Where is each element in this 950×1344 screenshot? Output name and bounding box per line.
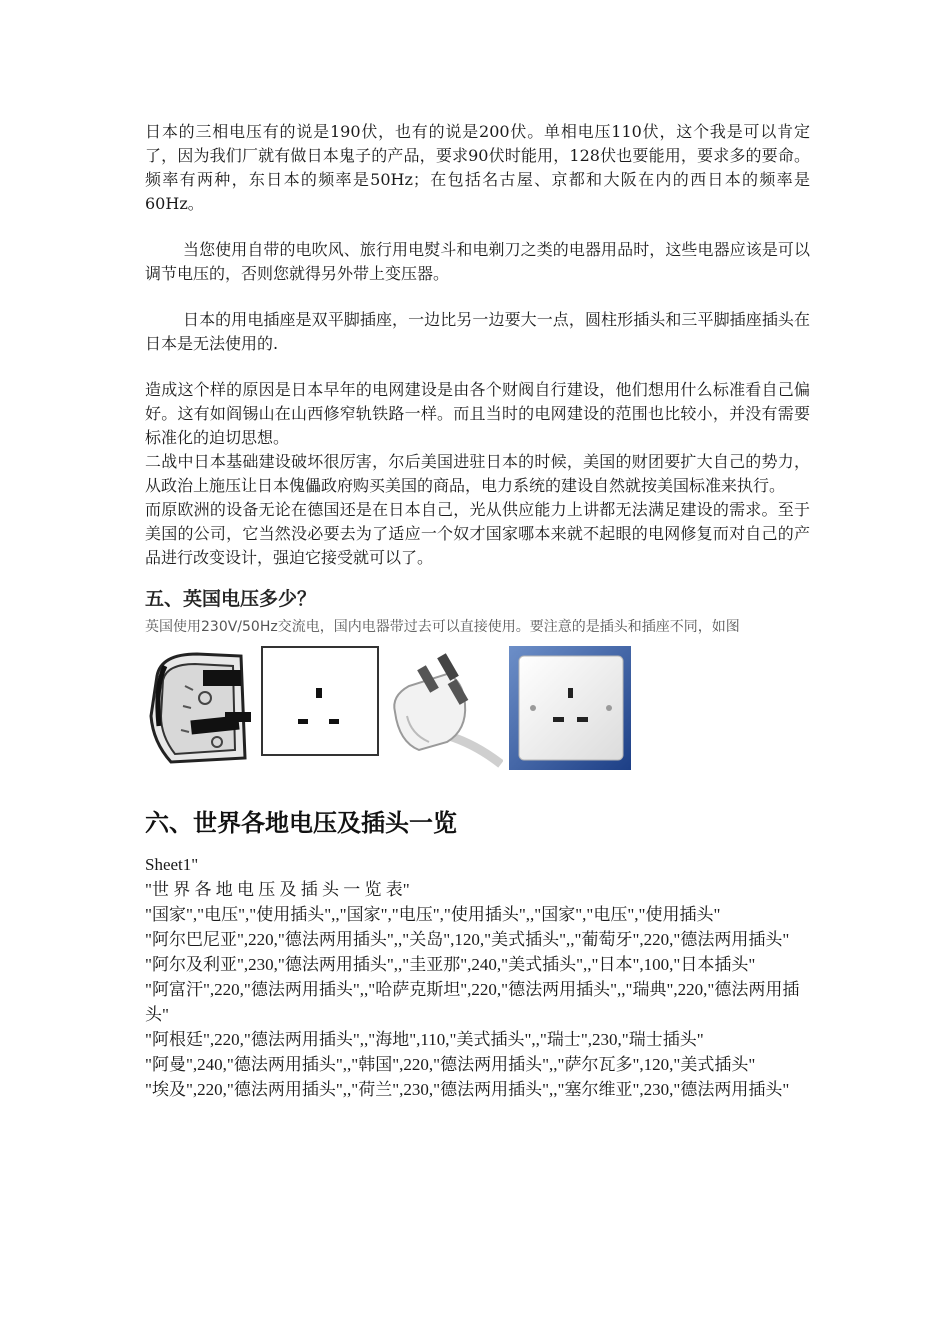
sheet-line: "国家","电压","使用插头",,"国家","电压","使用插头",,"国家","电压","使用插头" bbox=[145, 905, 721, 924]
paragraph-reason: 造成这个样的原因是日本早年的电网建设是由各个财阀自行建设，他们想用什么标准看自己偏好。这有如阎锡山在山西修窄轨铁路一样。而且当时的电网建设的范围也比较小，并没有需要标准化的迫切思想。 bbox=[145, 380, 810, 447]
section5-text: 英国使用230V/50Hz交流电，国内电器带过去可以直接使用。要注意的是插头和插座不同，如图 bbox=[145, 619, 740, 635]
uk-plug-sketch-image bbox=[145, 646, 255, 770]
paragraph-japan-voltage: 日本的三相电压有的说是190伏，也有的说是200伏。单相电压110伏，这个我是可以肯定了，因为我们厂就有做日本鬼子的产品，要求90伏时能用，128伏也要能用，要求多的要命。频率有两种，东日本的频率是50Hz；在包括名古屋、京都和大阪在内的西日本的频率是60Hz。 bbox=[145, 122, 810, 213]
sheet-line: "阿尔巴尼亚",220,"德法两用插头",,"关岛",120,"美式插头",,"葡萄牙",220,"德法两用插头" bbox=[145, 930, 790, 949]
sheet-line: "阿曼",240,"德法两用插头",,"韩国",220,"德法两用插头",,"萨尔瓦多",120,"美式插头" bbox=[145, 1055, 756, 1074]
sheet-line: "世 界 各 地 电 压 及 插 头 一 览 表" bbox=[145, 880, 410, 899]
sheet-line: "埃及",220,"德法两用插头",,"荷兰",230,"德法两用插头",,"塞尔维亚",230,"德法两用插头" bbox=[145, 1080, 790, 1099]
document-page bbox=[145, 120, 810, 1102]
uk-socket-diagram-image bbox=[261, 646, 379, 756]
section5-heading: 五、英国电压多少？ bbox=[145, 588, 317, 610]
sheet-line: Sheet1" bbox=[145, 855, 199, 874]
sheet-line: "阿富汗",220,"德法两用插头",,"哈萨克斯坦",220,"德法两用插头",,"瑞典",220,"德法两用插头" bbox=[145, 980, 800, 1024]
section6-heading: 六、世界各地电压及插头一览 bbox=[145, 808, 457, 837]
uk-plug-photo-image bbox=[385, 646, 503, 770]
sheet-line: "阿根廷",220,"德法两用插头",,"海地",110,"美式插头",,"瑞士",230,"瑞士插头" bbox=[145, 1030, 704, 1049]
paragraph-appliances: 当您使用自带的电吹风、旅行用电熨斗和电剃刀之类的电器用品时，这些电器应该是可以调节电压的，否则您就得另外带上变压器。 bbox=[145, 240, 810, 283]
paragraph-europe: 而原欧洲的设备无论在德国还是在日本自己，光从供应能力上讲都无法满足建设的需求。至于美国的公司，它当然没必要去为了适应一个奴才国家哪本来就不起眼的电网修复而对自己的产品进行改变设计，强迫它接受就可以了。 bbox=[145, 500, 810, 567]
paragraph-ww2: 二战中日本基础建设破坏很厉害，尔后美国进驻日本的时候，美国的财团要扩大自己的势力，从政治上施压让日本傀儡政府购买美国的商品，电力系统的建设自然就按美国标准来执行。 bbox=[145, 452, 810, 495]
plug-images-row bbox=[145, 646, 810, 772]
uk-wall-socket-photo-image bbox=[509, 646, 631, 770]
sheet-line: "阿尔及利亚",230,"德法两用插头",,"圭亚那",240,"美式插头",,"日本",100,"日本插头" bbox=[145, 955, 756, 974]
paragraph-japan-socket: 日本的用电插座是双平脚插座，一边比另一边要大一点，圆柱形插头和三平脚插座插头在日本是无法使用的. bbox=[145, 310, 810, 353]
